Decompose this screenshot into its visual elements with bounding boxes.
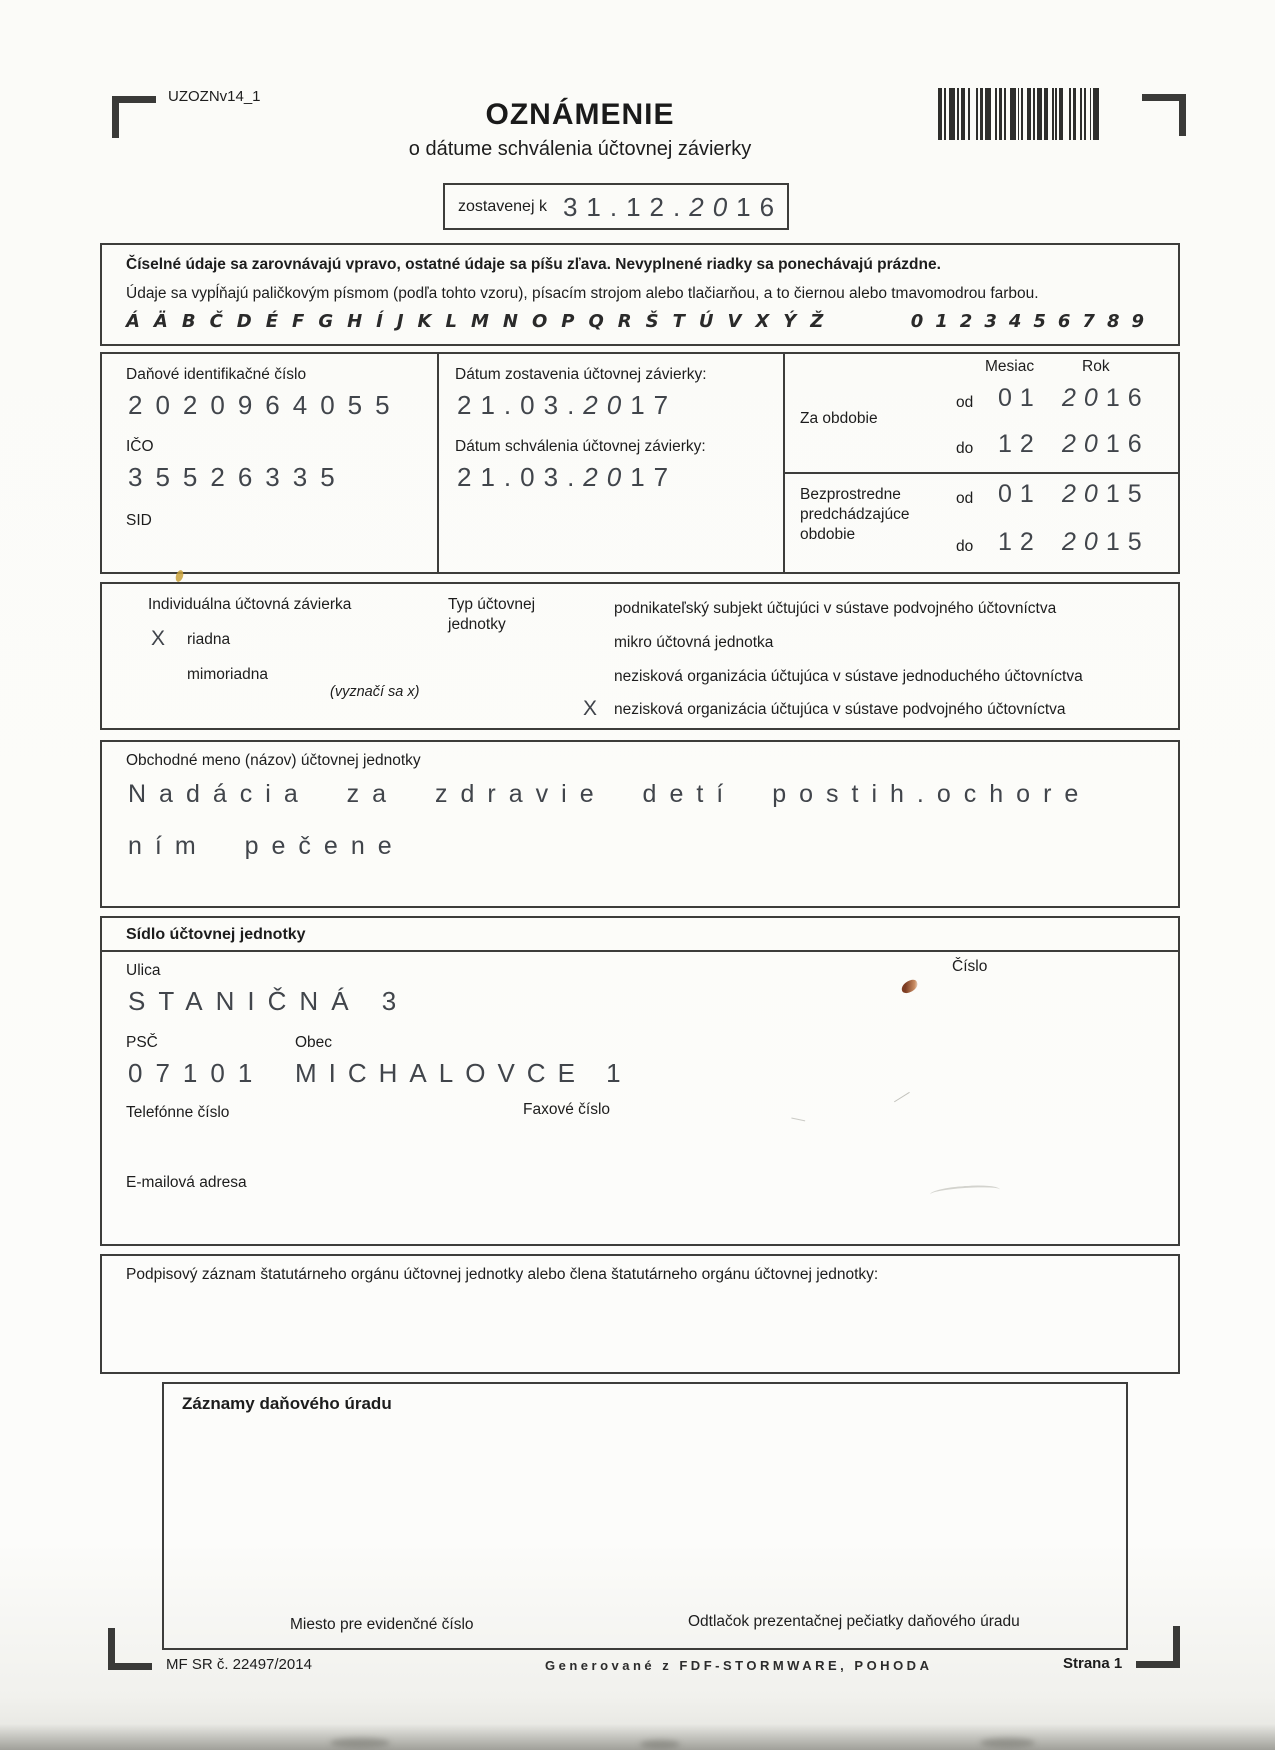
instruction-line-2: Údaje sa vypĺňajú paličkovým písmom (podľa tohto vzoru), písacím strojom alebo tlačiarňou, a to čiernou alebo tmavomodrou farbou.: [126, 285, 1039, 302]
page-title: OZNÁMENIE: [485, 98, 675, 131]
compiled-date-value: 31.12.2016: [562, 191, 784, 222]
stamp-label: Odtlačok prezentačnej pečiatky daňového úradu: [688, 1613, 1020, 1630]
unit-type-option-2-label: mikro účtovná jednotka: [614, 634, 774, 651]
signature-label: Podpisový záznam štatutárneho orgánu účtovnej jednotky alebo člena štatutárneho orgánu účtovnej jednotky:: [126, 1266, 879, 1283]
period-previous-to-prefix: do: [956, 538, 974, 555]
period-year-header: Rok: [1082, 358, 1110, 375]
corner-mark-top-left: [112, 96, 156, 138]
ico-label: IČO: [126, 438, 154, 455]
street-value: STANIČNÁ 3: [128, 986, 410, 1016]
grid-divider-1: [437, 352, 439, 574]
statement-riadna-checkbox: X: [151, 627, 166, 650]
grid-divider-2: [783, 352, 785, 574]
unit-type-title-line1: Typ účtovnej: [448, 596, 536, 613]
corner-mark-bottom-left: [108, 1628, 152, 1670]
period-current-from-year: 2016: [1062, 384, 1150, 412]
page-subtitle: o dátume schválenia účtovnej závierky: [408, 138, 752, 160]
statement-type-note: (vyznačí sa x): [330, 684, 420, 700]
tax-office-box: [162, 1382, 1128, 1650]
dic-value: 2020964055: [128, 390, 403, 420]
period-previous-label-2: predchádzajúce: [800, 506, 910, 523]
period-previous-label-3: obdobie: [800, 526, 856, 543]
business-name-line-2: ním pečene: [128, 832, 405, 860]
instructions-box: [100, 243, 1180, 346]
period-current-from-month: 01: [998, 384, 1042, 412]
email-label: E-mailová adresa: [126, 1174, 247, 1191]
period-previous-from-year: 2015: [1062, 480, 1150, 508]
corner-mark-bottom-right: [1136, 1626, 1180, 1668]
period-month-header: Mesiac: [985, 358, 1035, 375]
sample-letters: ÁÄBČDÉFGHÍJKLMNOPQRŠTÚVXÝŽ: [126, 311, 838, 332]
period-previous-label-1: Bezprostredne: [800, 486, 901, 503]
period-divider: [785, 472, 1180, 474]
period-previous-to-month: 12: [998, 528, 1042, 556]
street-number-label: Číslo: [952, 958, 988, 975]
date-compiled-label: Dátum zostavenia účtovnej závierky:: [455, 366, 707, 383]
unit-type-option-1-label: podnikateľský subjekt účtujúci v sústave podvojného účtovníctva: [614, 600, 1057, 617]
address-section-title: Sídlo účtovnej jednotky: [126, 926, 306, 943]
sample-digits: 0123456789: [910, 311, 1156, 332]
city-value: MICHALOVCE 1: [295, 1058, 633, 1088]
city-label: Obec: [295, 1034, 333, 1051]
form-code: UZOZNv14_1: [168, 88, 261, 105]
sample-characters: [126, 311, 1156, 332]
fax-label: Faxové číslo: [523, 1101, 611, 1118]
period-previous-from-prefix: od: [956, 490, 974, 507]
sid-label: SID: [126, 512, 152, 529]
period-current-to-prefix: do: [956, 440, 974, 457]
statement-type-title: Individuálna účtovná závierka: [148, 596, 352, 613]
unit-type-title-line2: jednotky: [448, 616, 506, 633]
scan-artifact: [980, 1738, 1035, 1748]
address-header-rule: [100, 950, 1180, 952]
dic-label: Daňové identifikačné číslo: [126, 366, 307, 383]
period-current-label: Za obdobie: [800, 410, 878, 427]
date-approved-label: Dátum schválenia účtovnej závierky:: [455, 438, 706, 455]
statement-riadna-label: riadna: [187, 631, 231, 648]
date-approved-value: 21.03.2017: [457, 462, 678, 492]
scan-artifact: [330, 1738, 390, 1748]
zip-value: 07101: [128, 1058, 266, 1088]
scan-artifact: [640, 1740, 680, 1749]
street-label: Ulica: [126, 962, 161, 979]
phone-label: Telefónne číslo: [126, 1104, 230, 1121]
barcode: [938, 88, 1101, 140]
unit-type-option-4-label: nezisková organizácia účtujúca v sústave podvojného účtovníctva: [614, 701, 1066, 718]
period-previous-from-month: 01: [998, 480, 1042, 508]
instruction-line-1: Číselné údaje sa zarovnávajú vpravo, ostatné údaje sa píšu zľava. Nevyplnené riadky sa ponechávajú prázdne.: [126, 256, 941, 273]
period-current-to-month: 12: [998, 430, 1042, 458]
ico-value: 35526335: [128, 462, 348, 492]
footer-form-number: MF SR č. 22497/2014: [166, 1656, 312, 1673]
tax-office-title: Záznamy daňového úradu: [182, 1394, 392, 1413]
unit-type-option-4-checkbox: X: [583, 697, 598, 720]
evidence-number-label: Miesto pre evidenčné číslo: [290, 1616, 474, 1633]
footer-generated-by: Generované z FDF-STORMWARE, POHODA: [545, 1658, 933, 1673]
footer-page-number: Strana 1: [1063, 1655, 1123, 1672]
date-compiled-value: 21.03.2017: [457, 390, 678, 420]
period-current-to-year: 2016: [1062, 430, 1150, 458]
corner-mark-top-right: [1142, 94, 1186, 136]
business-name-label: Obchodné meno (názov) účtovnej jednotky: [126, 752, 421, 769]
statement-mimoriadna-label: mimoriadna: [187, 666, 268, 683]
period-current-from-prefix: od: [956, 394, 974, 411]
compiled-date-box: [443, 183, 789, 230]
unit-type-option-3-label: nezisková organizácia účtujúca v sústave jednoduchého účtovníctva: [614, 668, 1083, 685]
zip-label: PSČ: [126, 1034, 158, 1051]
compiled-date-label: zostavenej k: [458, 197, 547, 215]
period-previous-to-year: 2015: [1062, 528, 1150, 556]
scan-edge-shadow: [0, 1724, 1275, 1750]
business-name-line-1: Nadácia za zdravie detí postih.ochore: [128, 780, 1092, 808]
